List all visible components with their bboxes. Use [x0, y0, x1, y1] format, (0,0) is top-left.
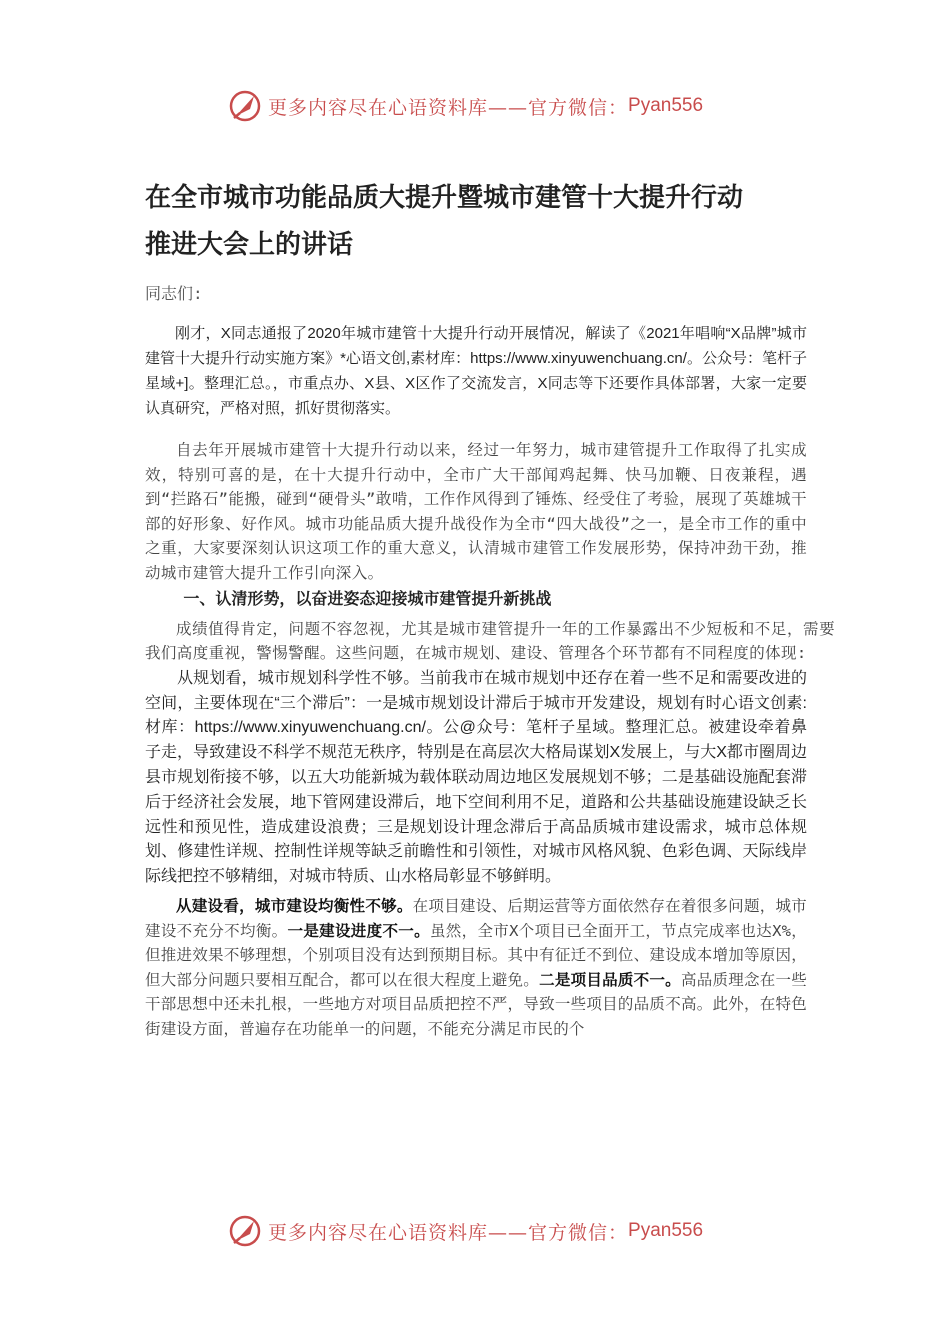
document-title	[145, 175, 807, 269]
title-line-1: 在全市城市功能品质大提升暨城市建管十大提升行动	[145, 183, 744, 213]
banner-text: 更多内容尽在心语资料库——官方微信：	[268, 1221, 629, 1244]
banner-text: 更多内容尽在心语资料库——官方微信：	[268, 96, 629, 119]
header-banner	[228, 86, 748, 126]
p5-bold-3: 二是项目品质不一。	[539, 969, 681, 989]
document-body	[145, 175, 835, 1041]
p5-text-3: 高品质理念在一些干部思想中还未扎根，一些地方对项目品质把控不严，导致一些项目的品质不高。此外，在特色街建设方面，普遍存在功能单一的问题，不能充分满足市民的个	[145, 970, 807, 1038]
title-line-2: 推进大会上的讲话	[145, 230, 354, 260]
section-heading-1: 一、认清形势，以奋进姿态迎接城市建管提升新挑战	[183, 590, 552, 608]
greeting: 同志们:	[145, 284, 203, 303]
paragraph-3: 成绩值得肯定，问题不容忽视，尤其是城市建管提升一年的工作暴露出不少短板和不足，需要我们高度重视，警惕警醒。这些问题，在城市规划、建设、管理各个环节都有不同程度的体现:	[145, 619, 835, 663]
quill-logo-icon	[228, 1214, 262, 1248]
quill-logo-icon	[228, 89, 262, 123]
p5-bold-2: 一是建设进度不一。	[287, 920, 430, 940]
banner-wechat-id: Pyan556	[628, 95, 704, 116]
paragraph-1: 刚才，X同志通报了2020年城市建管十大提升行动开展情况，解读了《2021年唱响“X品牌”城市建管十大提升行动实施方案》*心语文创,素材库：https://www.xinyuwenchuang.cn/。公众号：笔杆子星域+]。整理汇总。，市重点办、X县、X区作了交流发言，X同志等下还要作具体部署，大家一定要认真研究，严格对照，抓好贯彻落实。	[145, 325, 807, 417]
footer-banner	[228, 1211, 748, 1251]
banner-wechat-id: Pyan556	[628, 1220, 704, 1241]
p5-bold-1: 从建设看，城市建设均衡性不够。	[176, 895, 413, 915]
paragraph-2: 自去年开展城市建管十大提升行动以来，经过一年努力，城市建管提升工作取得了扎实成效，特别可喜的是，在十大提升行动中，全市广大干部闻鸡起舞、快马加鞭、日夜兼程，遇到“拦路石”能搬，碰到“硬骨头”敢啃，工作作风得到了锤炼、经受住了考验，展现了英雄城干部的好形象、好作风。城市功能品质大提升战役作为全市“四大战役”之一，是全市工作的重中之重，大家要深刻认识这项工作的重大意义，认清城市建管工作发展形势，保持冲劲干劲，推动城市建管大提升工作引向深入。	[145, 441, 807, 582]
p5-text-2: 虽然，全市X个项目已全面开工，节点完成率也达X%，但推进效果不够理想，个别项目没有达到预期目标。其中有征迁不到位、建设成本增加等原因，但大部分问题只要相互配合，都可以在很大程度上避免。	[145, 921, 807, 989]
paragraph-5	[145, 894, 807, 1042]
paragraph-4: 从规划看，城市规划科学性不够。当前我市在城市规划中还存在着一些不足和需要改进的空间，主要体现在“三个滞后”：一是城市规划设计滞后于城市开发建设，规划有时心语文创素:材库：https://www.xinyuwenchuang.cn/。公@众号：笔杆子星域。整理汇总。被建设牵着鼻子走，导致建设不科学不规范无秩序，特别是在高层次大格局谋划X发展上，与大X都市圈周边县市规划衔接不够，以五大功能新城为载体联动周边地区发展规划不够；二是基础设施配套滞后于经济社会发展，地下管网建设滞后，地下空间利用不足，道路和公共基础设施建设缺乏长远性和预见性，造成建设浪费；三是规划设计理念滞后于高品质城市建设需求，城市总体规划、修建性详规、控制性详规等缺乏前瞻性和引领性，对城市风格风貌、色彩色调、天际线岸际线把控不够精细，对城市特质、山水格局彰显不够鲜明。	[145, 669, 807, 886]
p5-text-1: 在项目建设、后期运营等方面依然存在着很多问题，城市建设不充分不均衡。	[145, 896, 807, 940]
